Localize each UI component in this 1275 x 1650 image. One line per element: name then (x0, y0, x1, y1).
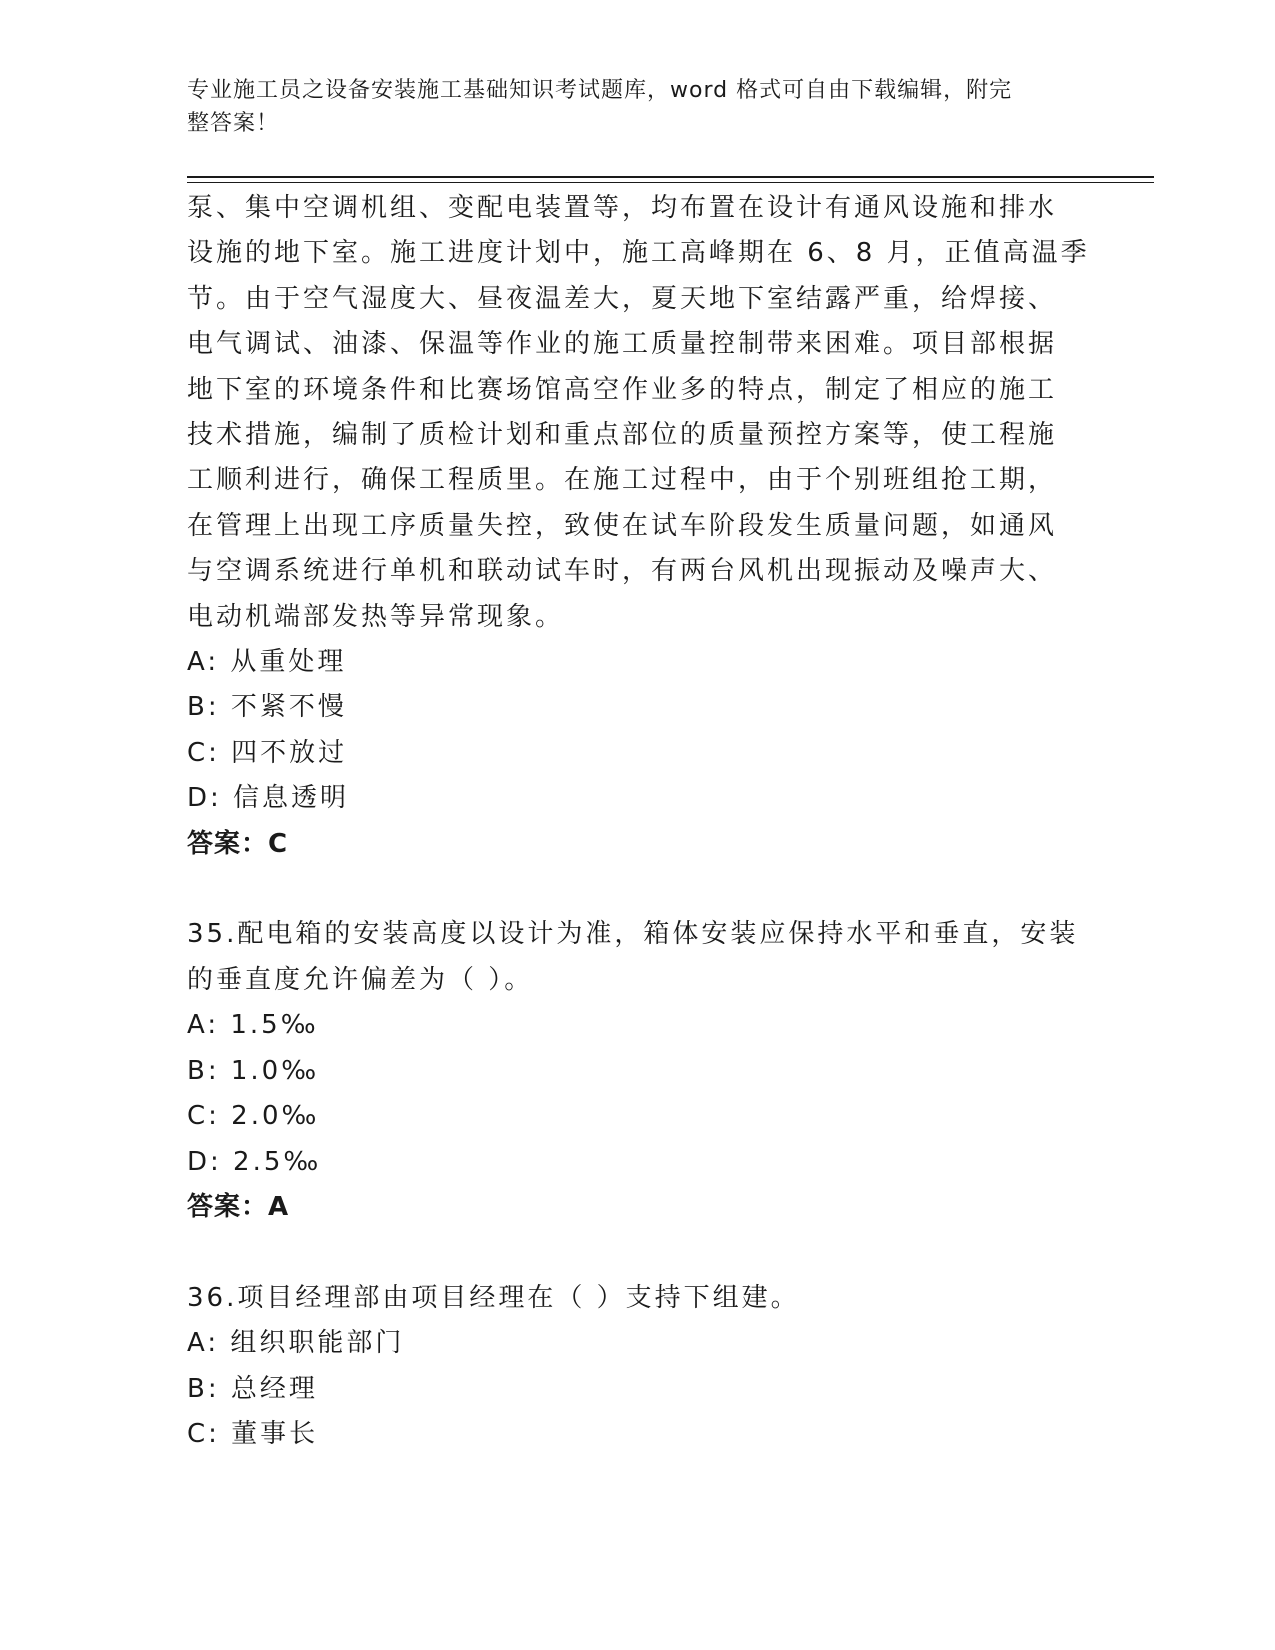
header-divider-thick (187, 176, 1154, 178)
header-line-1: 专业施工员之设备安装施工基础知识考试题库，word 格式可自由下载编辑，附完 (187, 78, 1013, 103)
option-c: C: 四不放过 (187, 737, 348, 768)
question-text-line: 节。由于空气湿度大、昼夜温差大，夏天地下室结露严重，给焊接、 (187, 283, 1058, 314)
option-d: D: 信息透明 (187, 783, 350, 814)
header-divider-thin (187, 182, 1154, 183)
question-text-line: 电气调试、油漆、保温等作业的施工质量控制带来困难。项目部根据 (187, 329, 1058, 360)
question-text-line: 技术措施，编制了质检计划和重点部位的质量预控方案等，使工程施 (187, 420, 1058, 451)
question-text-line: 36.项目经理部由项目经理在（ ）支持下组建。 (187, 1282, 800, 1313)
question-35 (187, 912, 1087, 1230)
document-header (187, 74, 1067, 140)
question-text-line: 设施的地下室。施工进度计划中，施工高峰期在 6、8 月，正值高温季 (187, 238, 1090, 269)
answer-label: 答案：C (187, 828, 289, 859)
question-text-line: 泵、集中空调机组、变配电装置等，均布置在设计有通风设施和排水 (187, 193, 1058, 223)
question-spacer (187, 867, 1087, 912)
option-b: B: 1.0‰ (187, 1055, 320, 1086)
question-34-continued (187, 186, 1090, 867)
document-body (187, 186, 1090, 1457)
question-36 (187, 1276, 1087, 1458)
question-text-line: 工顺利进行，确保工程质里。在施工过程中，由于个别班组抢工期， (187, 465, 1058, 496)
option-b: B: 不紧不慢 (187, 692, 347, 723)
option-c: C: 2.0‰ (187, 1101, 320, 1132)
option-a: A: 1.5‰ (187, 1010, 319, 1041)
question-text-line: 地下室的环境条件和比赛场馆高空作业多的特点，制定了相应的施工 (187, 374, 1058, 405)
option-c: C: 董事长 (187, 1418, 319, 1449)
option-a: A: 组织职能部门 (187, 1328, 405, 1359)
header-line-2: 整答案！ (187, 111, 280, 136)
option-a: A: 从重处理 (187, 647, 347, 678)
question-text-line: 在管理上出现工序质量失控，致使在试车阶段发生质量问题，如通风 (187, 510, 1058, 541)
question-text-line: 的垂直度允许偏差为（ ）。 (187, 964, 534, 995)
question-text-line: 35.配电箱的安装高度以设计为准，箱体安装应保持水平和垂直，安装 (187, 919, 1079, 950)
question-text-line: 与空调系统进行单机和联动试车时，有两台风机出现振动及噪声大、 (187, 556, 1058, 587)
answer-label: 答案：A (187, 1191, 290, 1222)
question-spacer (187, 1230, 1087, 1275)
option-d: D: 2.5‰ (187, 1146, 322, 1177)
option-b: B: 总经理 (187, 1373, 318, 1404)
question-text-line: 电动机端部发热等异常现象。 (187, 601, 565, 632)
